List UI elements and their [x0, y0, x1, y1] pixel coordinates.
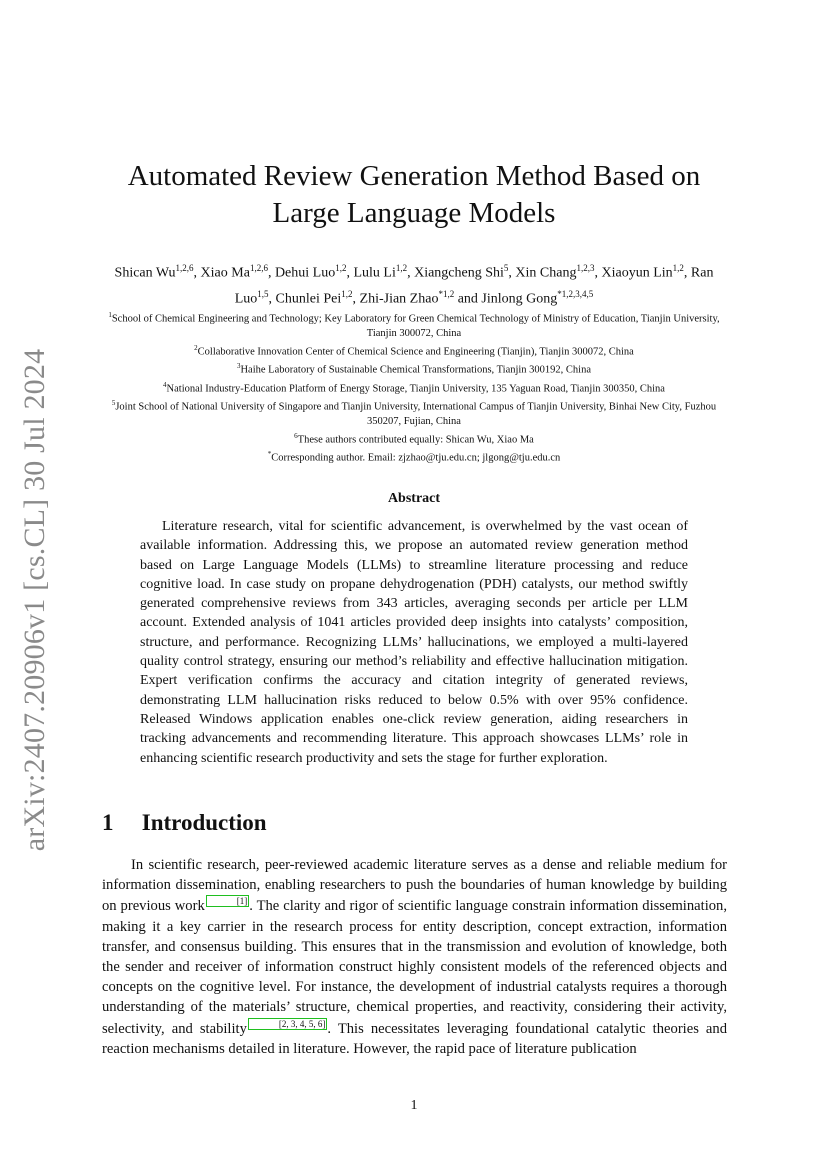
author-name: Shican Wu — [114, 265, 176, 281]
affiliation-text: These authors contributed equally: Shican Wu, Xiao Ma — [297, 434, 534, 445]
author-name: Zhi-Jian Zhao — [359, 291, 439, 307]
author-affiliation-marker: 1,5 — [257, 288, 269, 299]
author-affiliation-marker: *1,2,3,4,5 — [557, 288, 594, 299]
author-name: Jinlong Gong — [481, 291, 558, 307]
intro-text-part-1: In scientific research, peer-reviewed academic literature serves as a dense and reliable medium for information dissemination, enabling researchers to push the boundaries of human knowledge by building on previous work — [102, 857, 727, 915]
abstract-heading: Abstract — [387, 491, 441, 506]
author-affiliation-marker: 1,2 — [335, 263, 347, 273]
affiliation-marker: 4 — [163, 380, 167, 389]
author-name: Ran Luo — [234, 265, 714, 307]
affiliation-marker: 1 — [108, 311, 112, 319]
author-separator: , — [594, 265, 602, 281]
author-separator: , — [346, 265, 354, 281]
affiliation-marker: 2 — [194, 343, 198, 352]
author-name: Xiao Ma — [200, 265, 250, 281]
intro-text-part-2: . The clarity and rigor of scientific language constrain information dissemination, making it a key carrier in the research process for entity description, concept extraction, information transfer, and consensus building. This ensures that in the transmission and evolution of knowledge, both the sender and receiver of information construct highly consistent models of the referenced objects and concepts on the cognitive level. For instance, the development of industrial catalysts requires a thorough understanding of the materials’ structure, chemical properties, and reactivity, considering their activity, selectivity, and stability — [102, 898, 727, 1037]
affiliation-item — [102, 396, 726, 429]
affiliation-marker: * — [267, 450, 272, 458]
title-line-1: Automated Review Generation Method Based on — [127, 160, 701, 192]
section-title: Introduction — [141, 810, 267, 835]
paper-title — [102, 158, 726, 232]
author-list — [102, 258, 726, 309]
citation-link-1[interactable]: [1] — [206, 895, 250, 907]
affiliation-text: Corresponding author. Email: zjzhao@tju.edu.cn; jlgong@tju.edu.cn — [271, 452, 561, 464]
author-affiliation-marker: 1,2,3 — [576, 263, 595, 273]
author-name: Dehui Luo — [274, 265, 336, 281]
author-separator: , — [268, 291, 276, 307]
author-affiliation-marker: *1,2 — [438, 288, 455, 299]
affiliation-marker: 6 — [294, 431, 298, 440]
author-separator: , — [267, 265, 275, 281]
author-affiliation-marker: 1,2 — [395, 263, 408, 273]
affiliation-text: School of Chemical Engineering and Technology; Key Laboratory for Green Chemical Technology of Ministry of Education, Tianjin University, Tianjin 300072, China — [111, 313, 720, 339]
title-line-2: Large Language Models — [272, 197, 556, 229]
affiliation-text: National Industry-Education Platform of Energy Storage, Tianjin University, 135 Yaguan Road, Tianjin 300350, China — [166, 383, 665, 394]
author-affiliation-marker: 1,2 — [672, 263, 684, 273]
author-separator: , — [352, 291, 360, 307]
author-name: Xiaoyun Lin — [601, 265, 673, 281]
intro-text-part-3: . This necessitates leveraging foundational catalytic theories and reaction mechanisms detailed in literature. However, the rapid pace of literature publication — [102, 1020, 728, 1057]
affiliation-marker: 3 — [236, 362, 241, 370]
author-affiliation-marker: 5 — [503, 263, 509, 273]
author-separator: and — [454, 291, 482, 307]
affiliation-text: Haihe Laboratory of Sustainable Chemical Transformations, Tianjin 300192, China — [240, 364, 592, 376]
section-heading-introduction — [102, 810, 267, 836]
affiliation-text: Joint School of National University of Singapore and Tianjin University, International Campus of Tianjin University, Binhai New City, Fuzhou 350207, Fujian, China — [115, 401, 717, 427]
abstract-body: Literature research, vital for scientific advancement, is overwhelmed by the vast ocean of available information. Addressing this, we propose an automated review generation method based on Large Language Models (LLMs) to streamline literature processing and reduce cognitive load. In case study on propane dehydrogenation (PDH) catalysts, our method swiftly generated comprehensive reviews from 343 articles, averaging seconds per article per LLM account. Extended analysis of 1041 articles provided deep insights into catalysts’ composition, structure, and performance. Recognizing LLMs’ hallucinations, we employed a multi-layered quality control strategy, ensuring our method’s reliability and effective hallucination mitigation. Expert verification confirms the accuracy and citation integrity of generated reviews, demonstrating LLM hallucination risks reduced to below 0.5% with over 95% confidence. Released Windows application enables one-click review generation, aiding researchers in tracking advancements and recommending literature. This approach showcases LLMs’ role in enhancing scientific research productivity and sets the stage for further exploration. — [140, 519, 688, 766]
author-affiliation-marker: 1,2,6 — [175, 263, 194, 273]
author-name: Xin Chang — [515, 265, 577, 281]
author-separator: , — [683, 265, 691, 281]
citation-link-2-6[interactable]: [2, 3, 4, 5, 6] — [248, 1018, 328, 1030]
author-separator: , — [407, 265, 415, 281]
author-name: Lulu Li — [353, 265, 396, 281]
author-affiliation-marker: 1,2 — [341, 288, 353, 299]
author-affiliation-marker: 1,2,6 — [249, 263, 268, 273]
affiliation-item — [102, 341, 726, 360]
introduction-paragraph — [102, 855, 727, 1059]
affiliation-item — [102, 359, 726, 378]
arxiv-side-stamp: arXiv:2407.20906v1 [cs.CL] 30 Jul 2024 — [18, 348, 51, 852]
affiliation-item — [102, 447, 726, 466]
page-number: 1 — [410, 1098, 418, 1113]
affiliation-marker: 5 — [111, 399, 116, 407]
author-separator: , — [508, 265, 516, 281]
author-separator: , — [193, 265, 201, 281]
affiliation-item — [102, 308, 726, 341]
author-name: Xiangcheng Shi — [414, 265, 504, 281]
affiliation-item — [102, 429, 726, 448]
affiliation-item — [102, 378, 726, 397]
section-number: 1 — [102, 810, 114, 835]
affiliation-list — [102, 308, 726, 466]
author-name: Chunlei Pei — [275, 291, 342, 307]
affiliation-text: Collaborative Innovation Center of Chemical Science and Engineering (Tianjin), Tianjin 300072, China — [197, 346, 634, 357]
